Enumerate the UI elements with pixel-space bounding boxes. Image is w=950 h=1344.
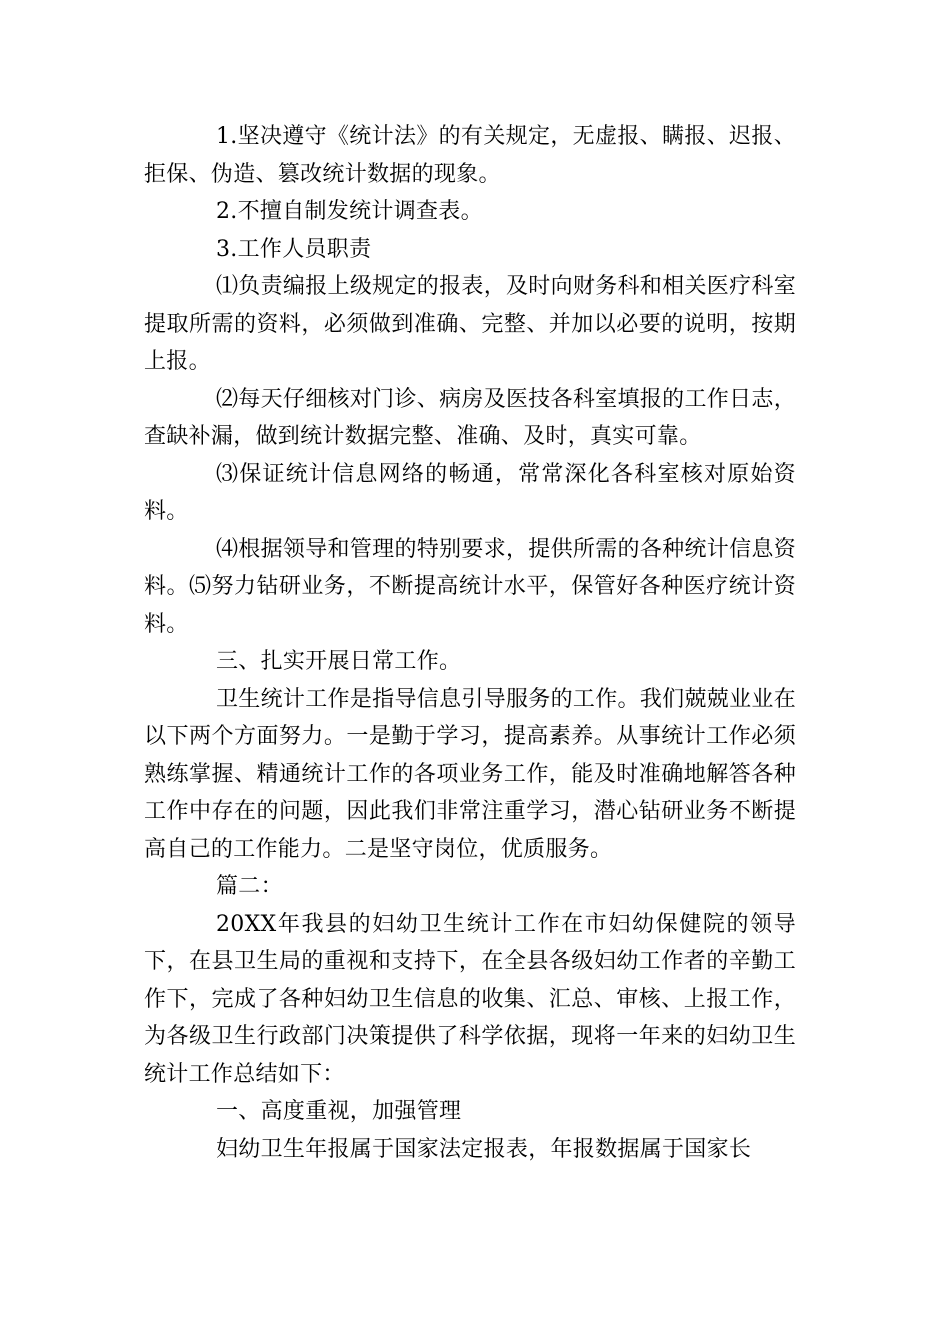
- paragraph-staff-duties-heading: 3.工作人员职责: [216, 236, 372, 262]
- document-body: [144, 118, 796, 1168]
- section-heading-daily-work: 三、扎实开展日常工作。: [216, 649, 462, 674]
- section-heading-part-two: 篇二：: [216, 874, 283, 899]
- paragraph-duty-2: ⑵每天仔细核对门诊、病房及医技各科室填报的工作日志，查缺补漏，做到统计数据完整、准确、及时，真实可靠。: [144, 386, 796, 449]
- paragraph-duty-4-5: ⑷根据领导和管理的特别要求，提供所需的各种统计信息资料。⑸努力钻研业务，不断提高统计水平，保管好各种医疗统计资料。: [144, 536, 796, 637]
- paragraph-no-unauthorized-survey: 2.不擅自制发统计调查表。: [216, 199, 483, 224]
- section-heading-management: 一、高度重视，加强管理: [216, 1099, 462, 1124]
- paragraph-health-statistics-work: 卫生统计工作是指导信息引导服务的工作。我们兢兢业业在以下两个方面努力。一是勤于学习，提高素养。从事统计工作必须熟练掌握、精通统计工作的各项业务工作，能及时准确地解答各种工作中存在的问题，因此我们非常注重学习，潜心钻研业务不断提高自己的工作能力。二是坚守岗位，优质服务。: [144, 686, 796, 862]
- paragraph-statistics-law: 1.坚决遵守《统计法》的有关规定，无虚报、瞒报、迟报、拒保、伪造、篡改统计数据的现象。: [144, 124, 796, 187]
- paragraph-duty-1: ⑴负责编报上级规定的报表，及时向财务科和相关医疗科室提取所需的资料，必须做到准确、完整、并加以必要的说明，按期上报。: [144, 274, 796, 374]
- paragraph-annual-report: 妇幼卫生年报属于国家法定报表，年报数据属于国家长: [216, 1136, 752, 1162]
- paragraph-maternal-child-summary: 20XX年我县的妇幼卫生统计工作在市妇幼保健院的领导下，在县卫生局的重视和支持下，在全县各级妇幼工作者的辛勤工作下，完成了各种妇幼卫生信息的收集、汇总、审核、上报工作，为各级卫生行政部门决策提供了科学依据，现将一年来的妇幼卫生统计工作总结如下：: [144, 911, 796, 1087]
- paragraph-duty-3: ⑶保证统计信息网络的畅通，常常深化各科室核对原始资料。: [144, 461, 796, 524]
